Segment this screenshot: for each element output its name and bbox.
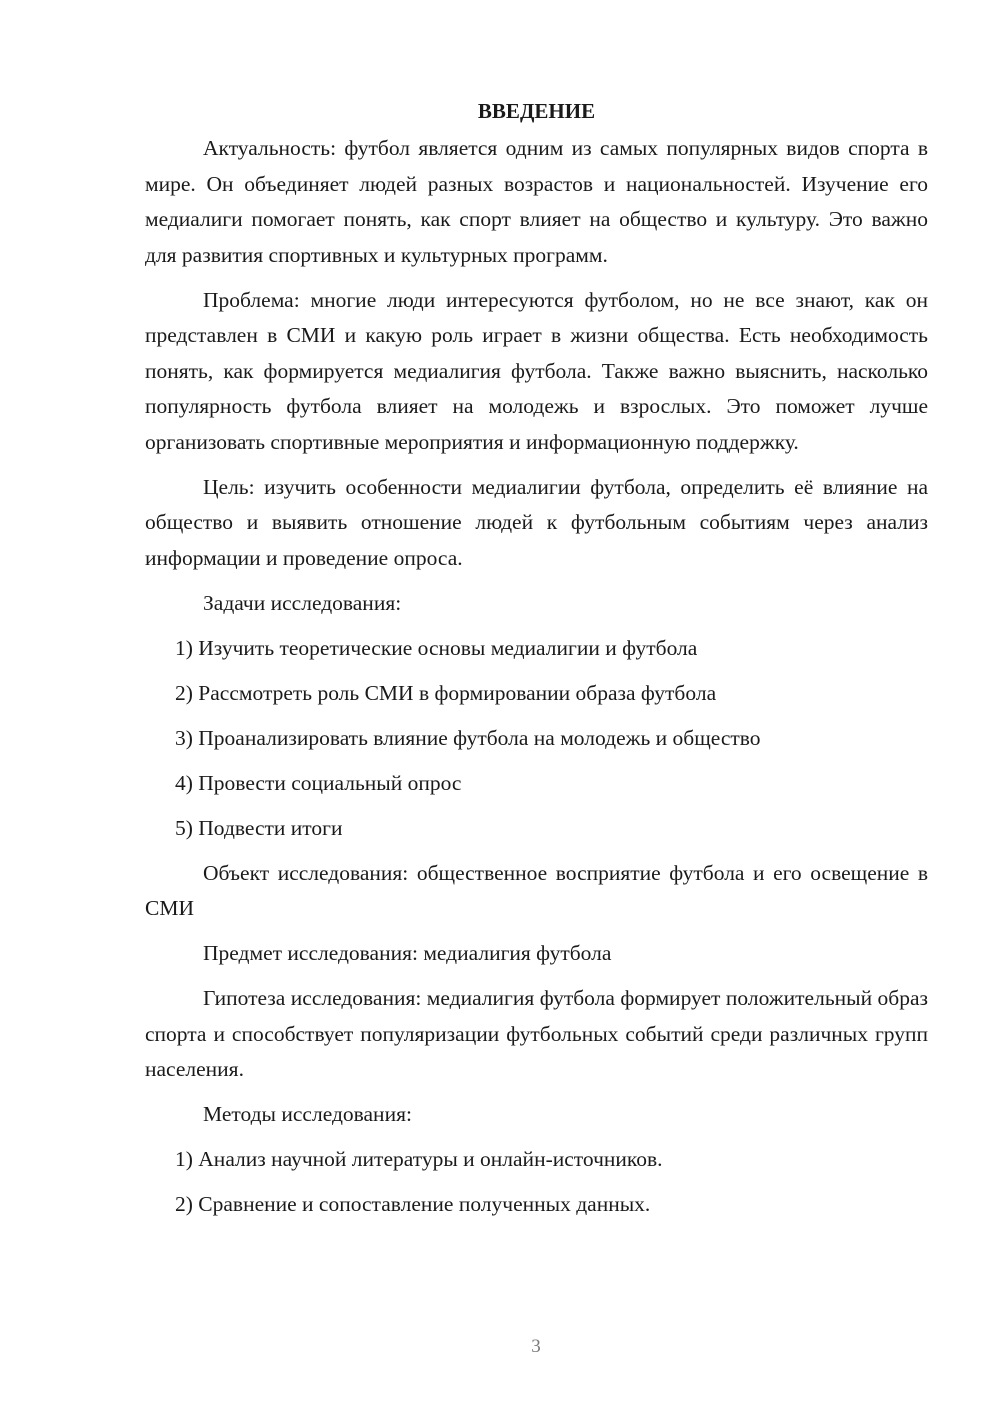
hypothesis-paragraph: Гипотеза исследования: медиалигия футбола формирует положительный образ спорта и способствует популяризации футбольных событий среди различных групп населения.: [145, 986, 928, 1081]
document-page: [145, 95, 928, 1232]
list-item: 3) Проанализировать влияние футбола на молодежь и общество: [175, 725, 761, 750]
list-item: 2) Сравнение и сопоставление полученных данных.: [175, 1192, 651, 1216]
object-paragraph: Объект исследования: общественное восприятие футбола и его освещение в СМИ: [145, 860, 928, 920]
methods-list: [145, 1142, 928, 1223]
methods-heading: Методы исследования:: [203, 1102, 412, 1126]
list-item: 2) Рассмотреть роль СМИ в формировании образа футбола: [175, 680, 717, 705]
goal-paragraph: Цель: изучить особенности медиалигии футбола, определить её влияние на общество и выявить отношение людей к футбольным событиям через анализ информации и проведение опроса.: [145, 474, 928, 570]
page-number: 3: [531, 1336, 541, 1357]
relevance-paragraph: Актуальность: футбол является одним из самых популярных видов спорта в мире. Он объединяет людей разных возрастов и национальностей. Изучение его медиалиги помогает понять, как спорт влияет на общество и культуру. Это важно для развития спортивных и культурных программ.: [145, 136, 928, 267]
tasks-heading: Задачи исследования:: [203, 590, 402, 615]
page-title: ВВЕДЕНИЕ: [477, 99, 596, 123]
list-item: 5) Подвести итоги: [175, 815, 343, 840]
list-item: 4) Провести социальный опрос: [175, 770, 462, 795]
list-item: 1) Анализ научной литературы и онлайн-источников.: [175, 1147, 663, 1171]
list-item: 1) Изучить теоретические основы медиалигии и футбола: [175, 635, 698, 660]
subject-paragraph: Предмет исследования: медиалигия футбола: [203, 941, 612, 965]
problem-paragraph: Проблема: многие люди интересуются футболом, но не все знают, как он представлен в СМИ и какую роль играет в жизни общества. Есть необходимость понять, как формируется медиалигия футбола. Также важно выяснить, насколько популярность футбола влияет на молодежь и взрослых. Это поможет лучше организовать спортивные мероприятия и информационную поддержку.: [145, 287, 928, 454]
tasks-list: [145, 631, 928, 847]
